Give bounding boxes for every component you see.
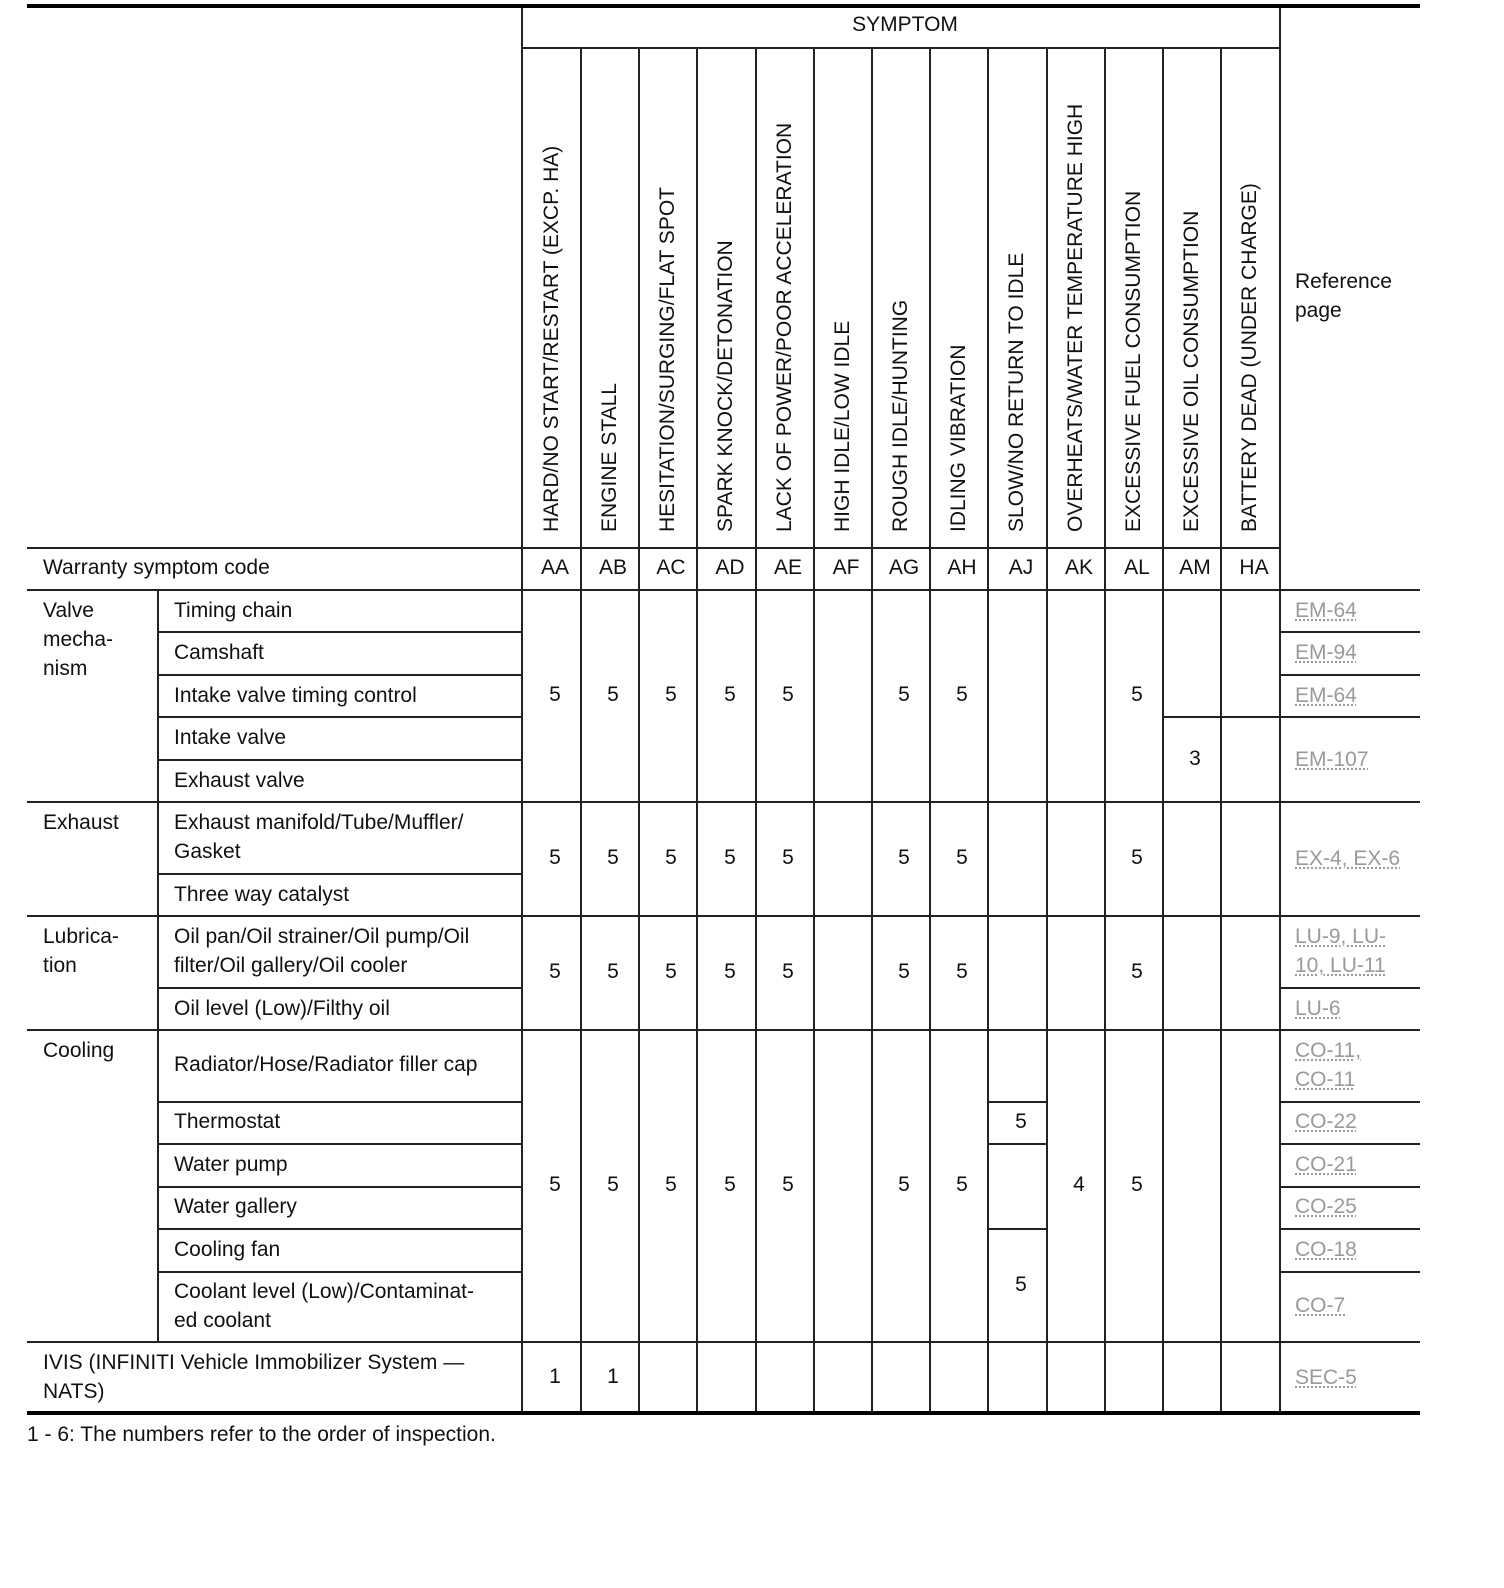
rule xyxy=(1279,8,1281,1411)
rule xyxy=(1280,1271,1420,1273)
rule xyxy=(1280,674,1420,676)
rule xyxy=(158,631,522,633)
ivis-label-line: NATS) xyxy=(43,1380,105,1403)
item-exhaust-valve: Exhaust valve xyxy=(174,769,305,792)
cell-value: 5 xyxy=(607,683,619,706)
item-three-way-catalyst: Three way catalyst xyxy=(174,883,350,906)
rule xyxy=(1280,1186,1420,1188)
symptom-name: LACK OF POWER/POOR ACCELERATION xyxy=(773,122,796,532)
cell-value: 5 xyxy=(665,960,677,983)
group-exhaust: Exhaust xyxy=(43,811,119,834)
rule xyxy=(987,47,989,1411)
rule xyxy=(158,873,522,875)
bottom-rule xyxy=(27,1411,1420,1415)
reference-link[interactable]: CO-25 xyxy=(1295,1195,1357,1218)
cell-value: 5 xyxy=(956,960,968,983)
symptom-code: AA xyxy=(540,556,570,579)
cell-value: 5 xyxy=(956,683,968,706)
cell-value: 3 xyxy=(1189,747,1201,770)
item-intake-valve-timing-control: Intake valve timing control xyxy=(174,684,417,707)
reference-header-line: page xyxy=(1295,299,1342,322)
symptom-code: AF xyxy=(832,556,860,579)
cell-value: 5 xyxy=(724,846,736,869)
group-valve-mechanism xyxy=(43,596,113,683)
rule xyxy=(755,47,757,1411)
rule xyxy=(1220,47,1222,1411)
rule xyxy=(27,547,1280,549)
cell-value: 5 xyxy=(607,846,619,869)
rule xyxy=(813,47,815,1411)
cell-value: 1 xyxy=(549,1365,561,1388)
symptom-name: HESITATION/SURGING/FLAT SPOT xyxy=(656,187,679,532)
footnote: 1 - 6: The numbers refer to the order of inspection. xyxy=(27,1423,496,1446)
symptom-name: EXCESSIVE FUEL CONSUMPTION xyxy=(1122,190,1145,532)
rule xyxy=(580,47,582,1411)
cell-value: 5 xyxy=(549,960,561,983)
rule xyxy=(27,589,1420,591)
symptom-code: AK xyxy=(1064,556,1094,579)
cell-value: 5 xyxy=(956,846,968,869)
reference-link-group[interactable] xyxy=(1295,922,1386,980)
reference-link-line[interactable]: CO-11, xyxy=(1295,1039,1362,1062)
item-exhaust-manifold xyxy=(174,808,463,866)
item-coolant-level xyxy=(174,1277,474,1335)
symptom-name: SPARK KNOCK/DETONATION xyxy=(714,240,737,532)
cell-value: 5 xyxy=(782,1173,794,1196)
rule xyxy=(1280,987,1420,989)
group-name-line: tion xyxy=(43,954,77,977)
warranty-label: Warranty symptom code xyxy=(43,556,270,579)
symptom-name: IDLING VIBRATION xyxy=(947,344,970,532)
item-intake-valve: Intake valve xyxy=(174,726,287,749)
symptom-name: HIGH IDLE/LOW IDLE xyxy=(831,320,854,532)
rule xyxy=(27,1341,1420,1343)
cell-value: 5 xyxy=(549,1173,561,1196)
rule xyxy=(158,1186,522,1188)
cell-value: 5 xyxy=(1131,960,1143,983)
item-line: ed coolant xyxy=(174,1309,271,1332)
item-line: filter/Oil gallery/Oil cooler xyxy=(174,954,408,977)
rule xyxy=(521,8,523,1411)
rule xyxy=(1280,1143,1420,1145)
symptom-code: AD xyxy=(715,556,745,579)
reference-link[interactable]: SEC-5 xyxy=(1295,1366,1357,1389)
cell-value: 5 xyxy=(1131,846,1143,869)
rule xyxy=(27,1029,1420,1031)
symptom-name: ENGINE STALL xyxy=(598,383,621,532)
rule xyxy=(871,47,873,1411)
group-lubrication xyxy=(43,922,119,980)
reference-link[interactable]: CO-7 xyxy=(1295,1294,1346,1317)
reference-link-line[interactable]: CO-11 xyxy=(1295,1068,1356,1091)
cell-value: 5 xyxy=(782,683,794,706)
symptom-code: AH xyxy=(947,556,977,579)
rule xyxy=(158,716,522,718)
cell-value: 5 xyxy=(782,846,794,869)
reference-link[interactable]: CO-18 xyxy=(1295,1238,1357,1261)
rule xyxy=(158,759,522,761)
cell-value: 5 xyxy=(1015,1273,1027,1296)
item-timing-chain: Timing chain xyxy=(174,599,293,622)
symptom-name: BATTERY DEAD (UNDER CHARGE) xyxy=(1238,183,1261,532)
rule xyxy=(988,1143,1047,1145)
reference-link[interactable]: CO-22 xyxy=(1295,1110,1357,1133)
rule xyxy=(158,1228,522,1230)
rule xyxy=(1280,1228,1420,1230)
cell-value: 5 xyxy=(665,1173,677,1196)
cell-value: 1 xyxy=(607,1365,619,1388)
cell-value: 4 xyxy=(1073,1173,1085,1196)
reference-link[interactable]: EM-94 xyxy=(1295,641,1357,664)
item-oil-pan xyxy=(174,922,469,980)
ivis-label xyxy=(43,1348,464,1406)
group-name-line: Lubrica- xyxy=(43,925,119,948)
rule xyxy=(1104,47,1106,1411)
cell-value: 5 xyxy=(1131,1173,1143,1196)
cell-value: 5 xyxy=(607,1173,619,1196)
symptom-code: AJ xyxy=(1008,556,1034,579)
reference-header-line: Reference xyxy=(1295,270,1392,293)
cell-value: 5 xyxy=(898,846,910,869)
cell-value: 5 xyxy=(1131,683,1143,706)
symptom-code: AL xyxy=(1124,556,1150,579)
cell-value: 5 xyxy=(549,846,561,869)
reference-link[interactable]: EM-107 xyxy=(1295,748,1369,771)
rule xyxy=(27,801,1420,803)
cell-value: 5 xyxy=(549,683,561,706)
group-name-line: Valve xyxy=(43,599,94,622)
rule xyxy=(638,47,640,1411)
reference-link[interactable]: LU-6 xyxy=(1295,997,1341,1020)
reference-link[interactable]: EM-64 xyxy=(1295,684,1357,707)
reference-link-line[interactable]: LU-9, LU- xyxy=(1295,925,1387,948)
item-line: Coolant level (Low)/Contaminat- xyxy=(174,1280,474,1303)
symptom-name: EXCESSIVE OIL CONSUMPTION xyxy=(1180,210,1203,532)
cell-value: 5 xyxy=(607,960,619,983)
item-oil-level: Oil level (Low)/Filthy oil xyxy=(174,997,390,1020)
symptom-name: SLOW/NO RETURN TO IDLE xyxy=(1005,252,1028,532)
rule xyxy=(1280,1101,1420,1103)
rule xyxy=(1280,631,1420,633)
reference-link[interactable]: EM-64 xyxy=(1295,599,1357,622)
item-cooling-fan: Cooling fan xyxy=(174,1238,281,1261)
symptom-code: AE xyxy=(773,556,803,579)
cell-value: 5 xyxy=(898,960,910,983)
rule xyxy=(158,674,522,676)
item-water-pump: Water pump xyxy=(174,1153,288,1176)
rule xyxy=(1162,47,1164,1411)
reference-link[interactable]: CO-21 xyxy=(1295,1153,1357,1176)
cell-value: 5 xyxy=(724,683,736,706)
reference-link-group[interactable] xyxy=(1295,1036,1361,1094)
rule xyxy=(158,987,522,989)
item-radiator: Radiator/Hose/Radiator filler cap xyxy=(174,1053,478,1076)
cell-value: 5 xyxy=(1015,1110,1027,1133)
item-thermostat: Thermostat xyxy=(174,1110,281,1133)
item-water-gallery: Water gallery xyxy=(174,1195,297,1218)
symptom-code: AG xyxy=(888,556,920,579)
reference-header xyxy=(1295,267,1392,325)
rule xyxy=(1046,47,1048,1411)
symptom-name: ROUGH IDLE/HUNTING xyxy=(889,299,912,532)
symptom-code: AB xyxy=(598,556,628,579)
symptom-code: HA xyxy=(1239,556,1269,579)
cell-value: 5 xyxy=(724,1173,736,1196)
cell-value: 5 xyxy=(898,683,910,706)
rule xyxy=(158,1101,522,1103)
reference-link[interactable]: EX-4, EX-6 xyxy=(1295,847,1401,870)
symptom-name: HARD/NO START/RESTART (EXCP. HA) xyxy=(540,145,563,532)
item-camshaft: Camshaft xyxy=(174,641,264,664)
cell-value: 5 xyxy=(665,846,677,869)
rule xyxy=(27,915,1420,917)
reference-link-line[interactable]: 10, LU-11 xyxy=(1295,954,1386,977)
cell-value: 5 xyxy=(782,960,794,983)
rule xyxy=(158,1143,522,1145)
group-cooling: Cooling xyxy=(43,1039,115,1062)
group-name-line: mecha- xyxy=(43,628,114,651)
group-name-line: nism xyxy=(43,657,88,680)
symptom-header: SYMPTOM xyxy=(852,13,958,36)
item-line: Gasket xyxy=(174,840,241,863)
item-line: Exhaust manifold/Tube/Muffler/ xyxy=(174,811,464,834)
cell-value: 5 xyxy=(956,1173,968,1196)
cell-value: 5 xyxy=(665,683,677,706)
rule xyxy=(929,47,931,1411)
symptom-name: OVERHEATS/WATER TEMPERATURE HIGH xyxy=(1064,103,1087,532)
rule xyxy=(1164,716,1420,718)
rule xyxy=(696,47,698,1411)
rule xyxy=(158,1271,522,1273)
rule xyxy=(988,1101,1047,1103)
rule xyxy=(988,1228,1047,1230)
cell-value: 5 xyxy=(898,1173,910,1196)
ivis-label-line: IVIS (INFINITI Vehicle Immobilizer System — xyxy=(43,1351,465,1374)
symptom-code: AM xyxy=(1179,556,1211,579)
rule xyxy=(522,47,1280,49)
rule xyxy=(157,589,159,1341)
cell-value: 5 xyxy=(724,960,736,983)
item-line: Oil pan/Oil strainer/Oil pump/Oil xyxy=(174,925,470,948)
symptom-code: AC xyxy=(656,556,686,579)
top-rule xyxy=(27,4,1420,8)
